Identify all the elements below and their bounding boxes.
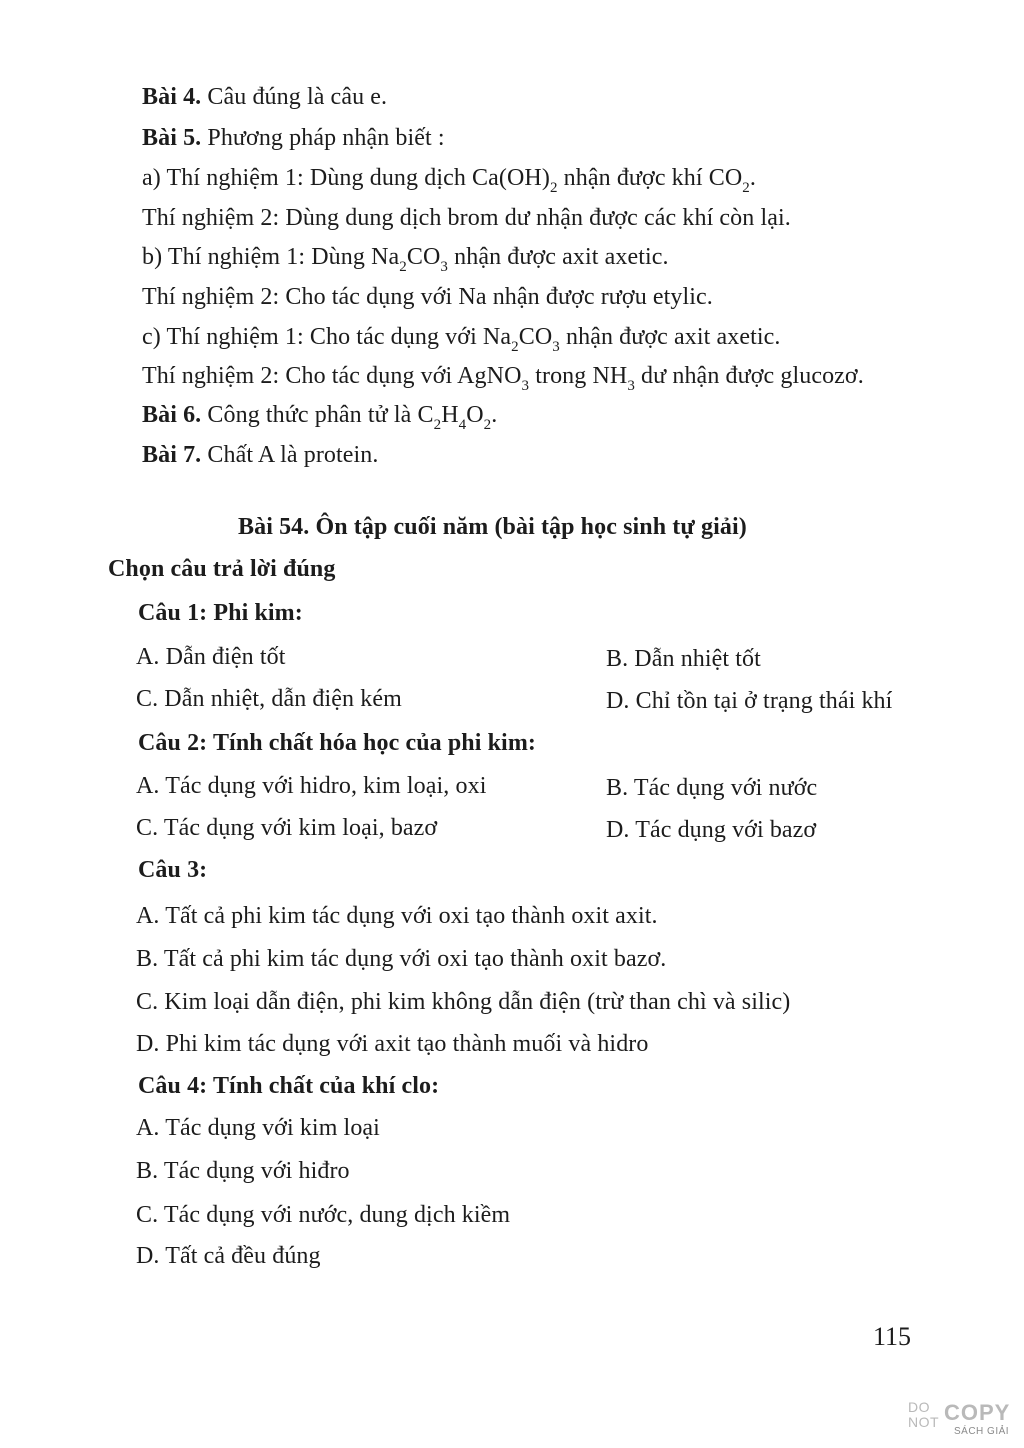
text-part: H xyxy=(441,402,459,428)
answer-5b-experiment-2: Thí nghiệm 2: Cho tác dụng với Na nhận được rượu etylic. xyxy=(142,284,713,310)
question-3-option-d: D. Phi kim tác dụng với axit tạo thành muối và hidro xyxy=(136,1031,649,1057)
subscript: 2 xyxy=(399,259,407,275)
subscript: 3 xyxy=(440,259,449,275)
question-4-option-c: C. Tác dụng với nước, dung dịch kiềm xyxy=(136,1202,511,1228)
text-part: Công thức phân tử là C xyxy=(201,402,434,428)
answer-text: Chất A là protein. xyxy=(201,442,379,468)
subscript: 3 xyxy=(627,378,635,394)
question-3-title: Câu 3: xyxy=(138,857,208,883)
stamp-do-text: DO xyxy=(908,1399,930,1415)
text-part: dư nhận được glucozơ. xyxy=(634,363,864,389)
answer-label: Bài 7. xyxy=(142,442,202,468)
question-4-option-d: D. Tất cả đều đúng xyxy=(136,1243,321,1269)
stamp-site-text: SÁCH GIẢI xyxy=(954,1426,1010,1437)
question-1-option-d: D. Chỉ tồn tại ở trạng thái khí xyxy=(606,688,893,714)
question-2-option-b: B. Tác dụng với nước xyxy=(606,775,818,801)
subscript: 2 xyxy=(511,339,519,355)
answer-5a-experiment-1 xyxy=(142,163,757,196)
answer-label: Bài 5. xyxy=(142,125,202,151)
text-part: CO xyxy=(518,324,553,350)
subscript: 2 xyxy=(742,180,750,196)
do-not-copy-stamp xyxy=(906,1398,1014,1440)
text-part: CO xyxy=(406,244,441,270)
text-part: trong NH xyxy=(529,363,628,389)
stamp-not-text: NOT xyxy=(908,1414,940,1430)
text-part: c) Thí nghiệm 1: Cho tác dụng với Na xyxy=(142,324,512,350)
answer-text: Câu đúng là câu e. xyxy=(201,84,388,110)
text-part: nhận được khí CO xyxy=(557,165,743,191)
subscript: 4 xyxy=(458,417,467,433)
subscript: 2 xyxy=(549,180,558,196)
question-4-option-b: B. Tác dụng với hiđro xyxy=(136,1158,350,1184)
question-4-option-a: A. Tác dụng với kim loại xyxy=(136,1115,380,1141)
answer-5a-experiment-2: Thí nghiệm 2: Dùng dung dịch brom dư nhận được các khí còn lại. xyxy=(142,205,791,231)
text-part: . xyxy=(749,165,757,191)
subscript: 2 xyxy=(433,417,442,433)
answer-5c-experiment-1 xyxy=(142,322,781,355)
text-part: nhận được axit axetic. xyxy=(559,324,781,350)
answer-bai-6 xyxy=(142,400,498,433)
answer-5c-experiment-2 xyxy=(142,361,864,394)
question-1-option-c: C. Dẫn nhiệt, dẫn điện kém xyxy=(136,686,402,712)
page-number: 115 xyxy=(873,1322,912,1351)
text-part: a) Thí nghiệm 1: Dùng dung dịch Ca(OH) xyxy=(142,165,550,191)
subscript: 3 xyxy=(521,378,530,394)
stamp-copy-text: COPY xyxy=(944,1400,1011,1425)
answer-bai-7 xyxy=(142,440,379,470)
question-1-option-a: A. Dẫn điện tốt xyxy=(136,644,286,670)
instruction-heading: Chọn câu trả lời đúng xyxy=(108,556,336,582)
question-4-title: Câu 4: Tính chất của khí clo: xyxy=(138,1073,440,1099)
subscript: 2 xyxy=(483,417,492,433)
answer-label: Bài 6. xyxy=(142,402,202,428)
question-3-option-a: A. Tất cả phi kim tác dụng với oxi tạo thành oxit axit. xyxy=(136,903,658,929)
text-part: Thí nghiệm 2: Cho tác dụng với AgNO xyxy=(142,363,522,389)
question-3-option-b: B. Tất cả phi kim tác dụng với oxi tạo thành oxit bazơ. xyxy=(136,946,667,972)
question-1-title: Câu 1: Phi kim: xyxy=(138,600,303,626)
answer-5b-experiment-1 xyxy=(142,242,669,275)
subscript: 3 xyxy=(552,339,560,355)
answer-label: Bài 4. xyxy=(142,84,202,110)
section-title: Bài 54. Ôn tập cuối năm (bài tập học sinh tự giải) xyxy=(238,514,747,540)
answer-text: Phương pháp nhận biết : xyxy=(201,125,445,151)
text-part: O xyxy=(466,402,484,428)
text-part: nhận được axit axetic. xyxy=(448,244,669,270)
question-2-title: Câu 2: Tính chất hóa học của phi kim: xyxy=(138,730,537,756)
question-1-option-b: B. Dẫn nhiệt tốt xyxy=(606,646,761,672)
question-2-option-d: D. Tác dụng với bazơ xyxy=(606,817,817,843)
question-2-option-a: A. Tác dụng với hidro, kim loại, oxi xyxy=(136,773,487,799)
answer-bai-5 xyxy=(142,123,445,153)
text-part: b) Thí nghiệm 1: Dùng Na xyxy=(142,244,400,270)
question-2-option-c: C. Tác dụng với kim loại, bazơ xyxy=(136,815,438,841)
question-3-option-c: C. Kim loại dẫn điện, phi kim không dẫn điện (trừ than chì và silic) xyxy=(136,989,791,1015)
text-part: . xyxy=(491,402,498,428)
answer-bai-4 xyxy=(142,82,387,112)
